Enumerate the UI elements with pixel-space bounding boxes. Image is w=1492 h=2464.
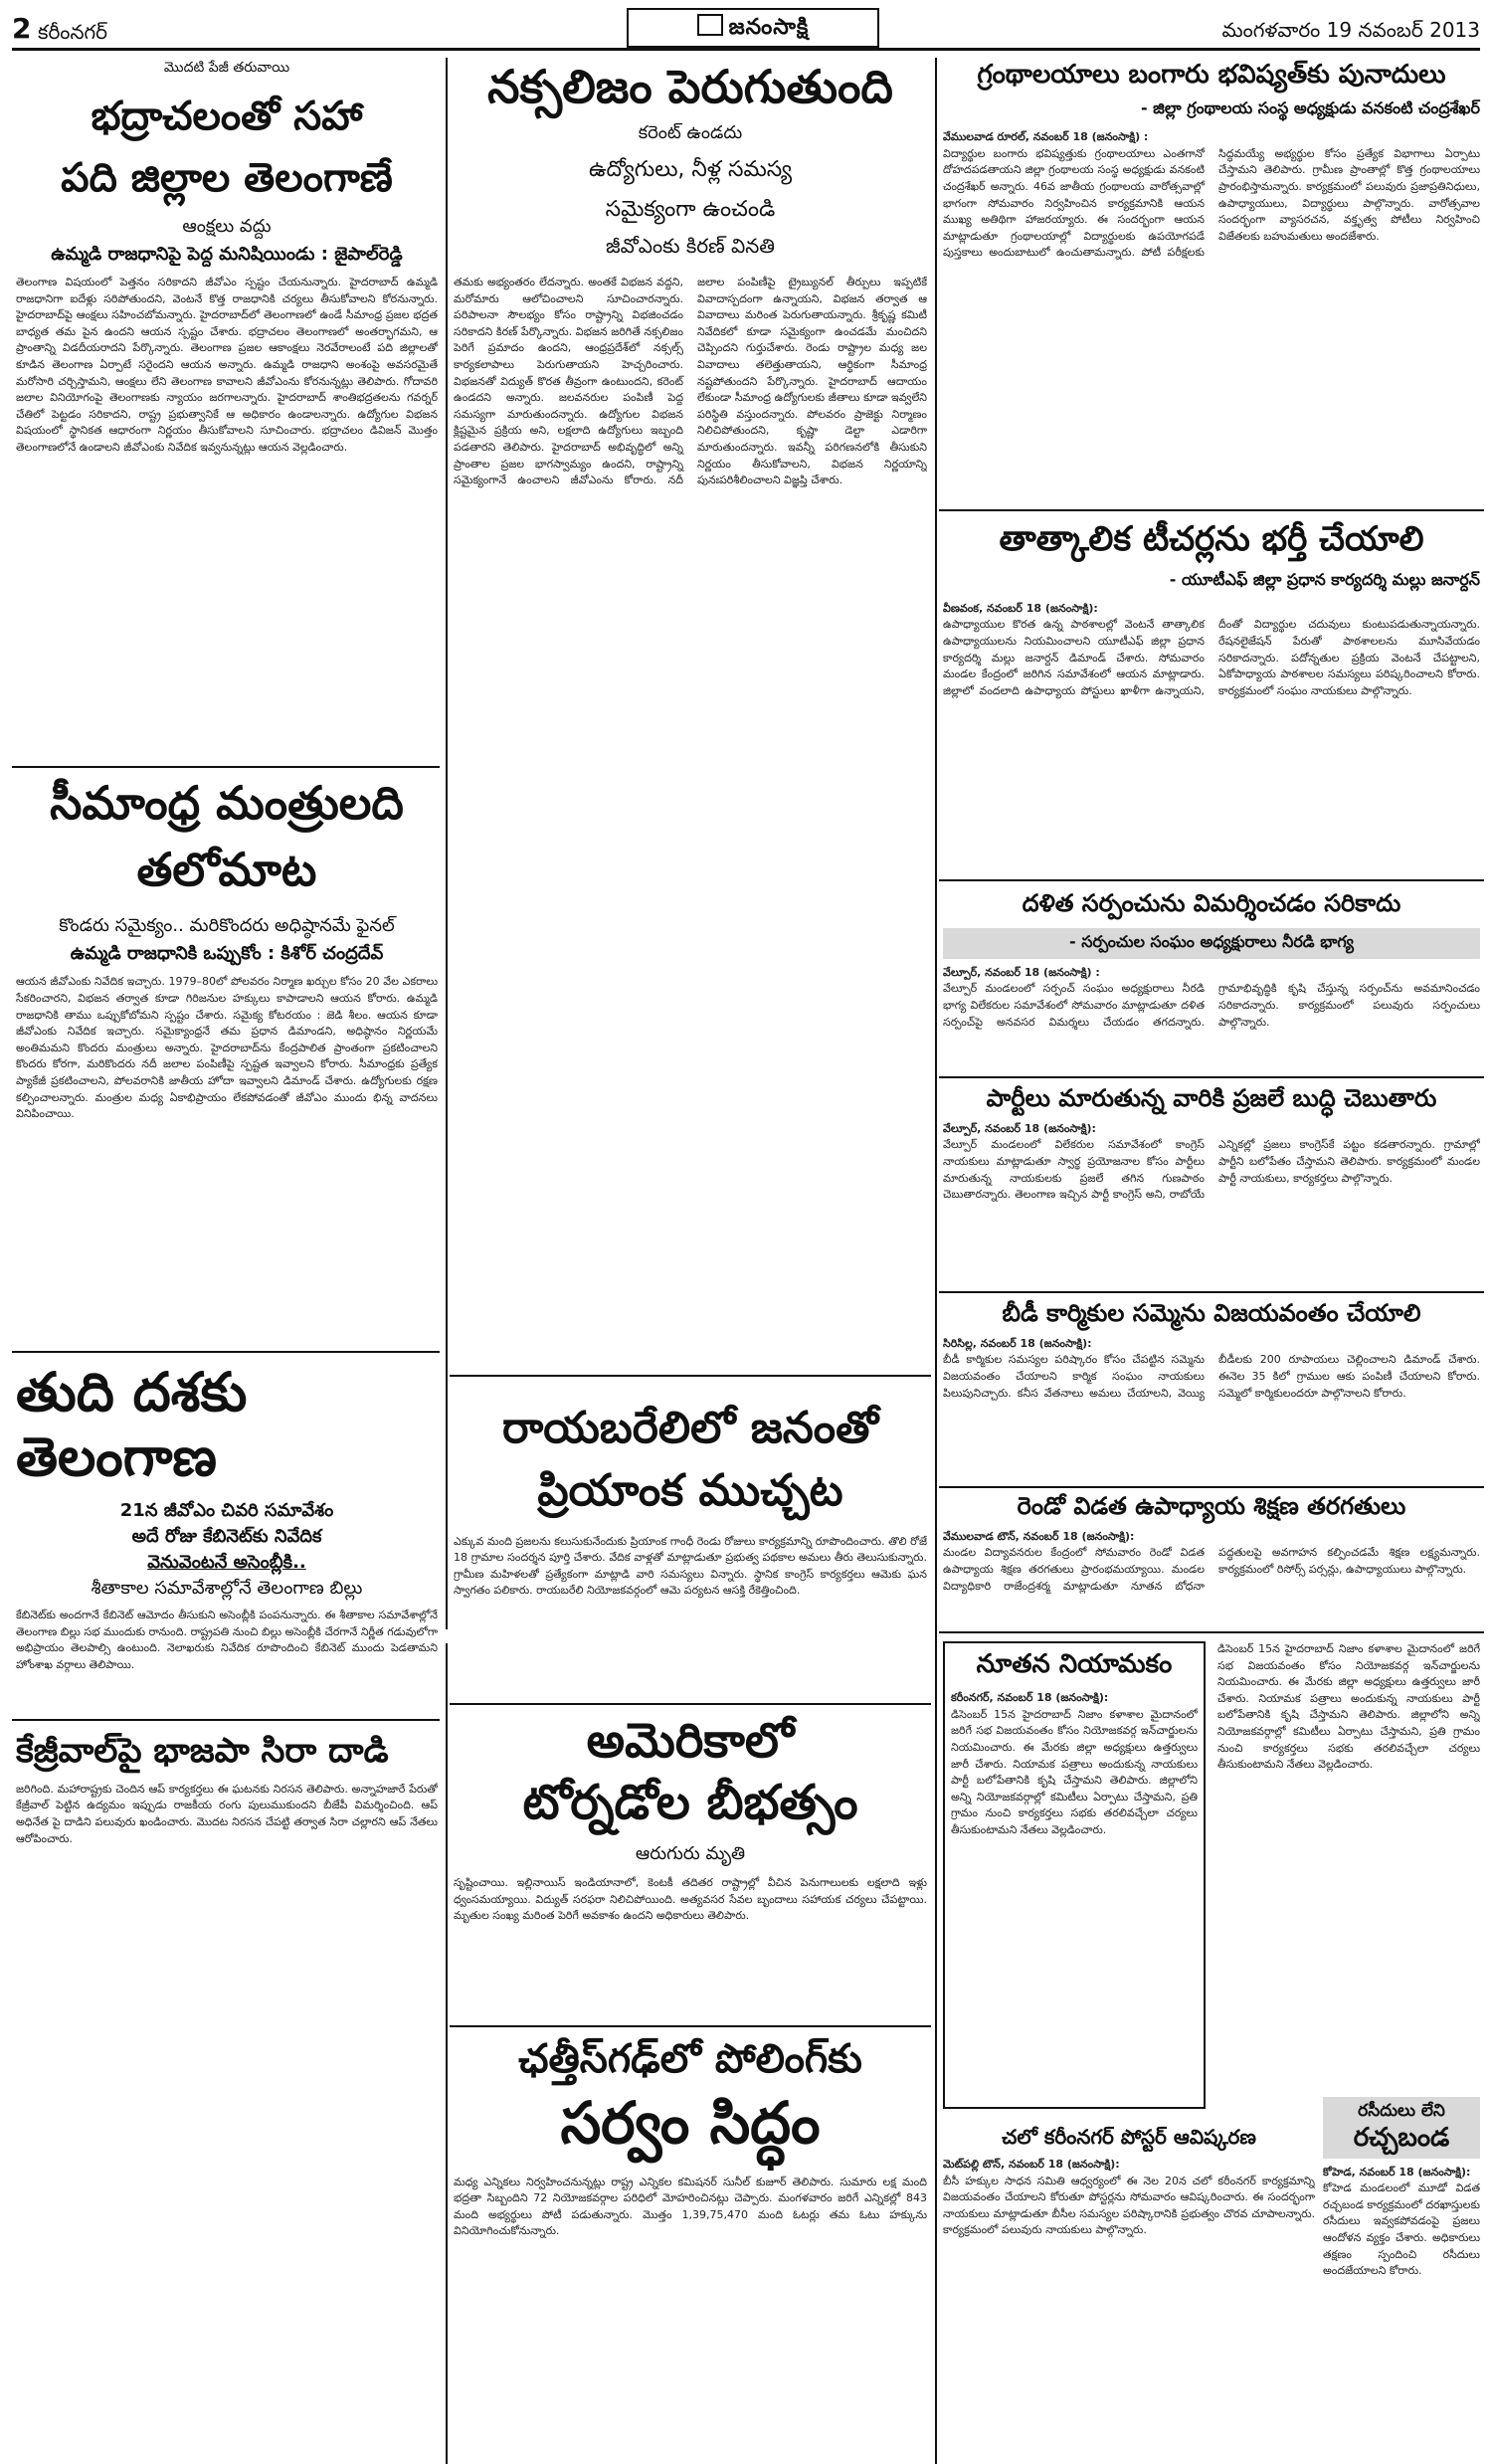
sub-line-2: ఉద్యోగులు, నీళ్ల సమస్య: [588, 157, 793, 183]
article-body: మధ్య ఎన్నికలు నిర్వహించనున్నట్లు రాష్ట్ర ఎన్నికల కమిషనర్ సునీల్ కుజూర్ తెలిపారు. సుమారు లక్ష మంది భద్రతా సిబ్బందిని 72 నియోజకవర్గాల పరిధిలో మోహరించినట్లు చెప్పారు. మంగళవారం జరిగే ఎన్నికల్లో 843 మంది అభ్యర్థులు పోటీ పడుతున్నారు. మొత్తం 1,39,75,470 మంది ఓటర్లు తమ ఓటు హక్కును వినియోగించుకోనున్నారు.: [454, 2175, 927, 2238]
brand-logo: [627, 8, 879, 48]
headline: పార్టీలు మారుతున్న వారికి ప్రజలే బుద్ధి చెబుతారు: [986, 1084, 1437, 1112]
dateline: వేల్పూర్, నవంబర్ 18 (జనంసాక్షి) :: [943, 965, 1100, 979]
page-number: 2: [12, 12, 32, 45]
headline: తుది దశకు తెలంగాణ: [16, 1361, 248, 1488]
article-divider: [939, 1291, 1484, 1293]
article-body: ఆయన జీవోఎంకు నివేదిక ఇచ్చారు. 1979–80లో పోలవరం నిర్మాణ ఖర్చుల కోసం 20 వేల ఎకరాలు సేకరించారని, విభజన తర్వాత కూడా గిరిజనుల హక్కులు కాపాడాలని ఆయన కోరారు. ఉమ్మడి రాజధానికి తాము ఒప్పుకోబోమని స్పష్టం చేశారు. సమైక్య కోటరయం : జెడి శీలం. ఆయన కూడా జీవోఎంకు నివేదిక ఇచ్చారు. సమైక్యాంధ్రనే తమ ప్రధాన డిమాండని, అధిష్ఠానం నిర్ణయమే అంతిమమని కొందరు మంత్రులు అన్నారు. హైదరాబాద్‌ను కేంద్రపాలిత ప్రాంతంగా ప్రకటించాలని కొందరు కోరగా, మరికొందరు నదీ జలాల పంపిణీపై స్పష్టత ఇవ్వాలని కోరారు. సీమాంధ్రకు ప్రత్యేక ప్యాకేజీ ప్రకటించాలని, పోలవరానికి జాతీయ హోదా ఇవ్వాలని డిమాండ్ చేశారు. ఉద్యోగులకు రక్షణ కల్పించాలన్నారు. మంత్రుల మధ్య ఏకాభిప్రాయం లేకపోవడంతో జీవోఎం ముందు భిన్న వాదనలు వినిపించాయి.: [16, 975, 438, 1121]
article-party-switchers: [943, 1084, 1480, 1306]
article-divider: [939, 1076, 1484, 1078]
column-rule: [935, 58, 937, 2464]
article-divider: [939, 1631, 1484, 1633]
headline: బీడీ కార్మికుల సమ్మెను విజయవంతం చేయాలి: [1002, 1299, 1421, 1327]
headline-line-1: ఛత్తీస్‌గఢ్‌లో పోలింగ్‌కు: [518, 2036, 862, 2082]
brand-mark-icon: [697, 14, 723, 36]
article-body: విద్యార్థుల బంగారు భవిష్యత్తుకు గ్రంథాలయాలు ఎంతగానో దోహదపడతాయని జిల్లా గ్రంథాలయ సంస్థ అధ్యక్షుడు వనకంటి చంద్రశేఖర్ అన్నారు. 46వ జాతీయ గ్రంథాలయ వారోత్సవాల్లో భాగంగా సోమవారం నిర్వహించిన కార్యక్రమానికి ఆయన ముఖ్య అతిథిగా హాజరయ్యారు. ఈ సందర్భంగా ఆయన మాట్లాడుతూ గ్రంథాలయాల్లో విద్యార్థులకు ఉపయోగపడే పుస్తకాలు అందుబాటులో ఉంచుతామన్నారు. పోటీ పరీక్షలకు సిద్ధమయ్యే అభ్యర్థుల కోసం ప్రత్యేక విభాగాలు ఏర్పాటు చేస్తామని తెలిపారు. గ్రామీణ ప్రాంతాల్లో కొత్త గ్రంథాలయాలు ప్రారంభిస్తామన్నారు. కార్యక్రమంలో పలువురు ప్రజాప్రతినిధులు, ఉపాధ్యాయులు, విద్యార్థులు పాల్గొన్నారు. వారోత్సవాల సందర్భంగా వ్యాసరచన, వక్తృత్వ పోటీలు నిర్వహించి విజేతలకు బహుమతులు అందజేశారు.: [943, 146, 1480, 260]
article-divider: [450, 1703, 931, 1705]
subheadline: - సర్పంచుల సంఘం అధ్యక్షురాలు నీరడి భాగ్య: [943, 928, 1480, 959]
subheadline: ఆంక్షలు వద్దు: [182, 216, 272, 237]
article-chalo-karimnagar: [943, 2125, 1315, 2422]
sub-line-2: అదే రోజు కేబినెట్‌కు నివేదిక: [131, 1525, 322, 1547]
article-kejriwal-ink: [16, 1731, 438, 1901]
dateline: వేములవాడ టౌన్, నవంబర్ 18 (జనంసాక్షి):: [943, 1529, 1135, 1543]
article-body: సృష్టించాయి. ఇల్లినాయిస్ ఇండియానాలో, కెంటకీ తదితర రాష్ట్రాల్లో వీచిన పెనుగాలులకు లక్షలాది ఇళ్లు ధ్వంసమయ్యాయి. విద్యుత్ సరఫరా నిలిచిపోయింది. అత్యవసర సేవల బృందాలు సహాయక చర్యలు చేపట్టాయి. మృతుల సంఖ్య మరింత పెరిగే అవకాశం ఉందని అధికారులు తెలిపారు.: [454, 1876, 927, 1923]
article-divider: [450, 1375, 931, 1377]
sub-line-1: 21న జీవోఎం చివరి సమావేశం: [119, 1499, 334, 1521]
subheadline: కొండరు సమైక్యం.. మరికొందరు అధిష్ఠానమే ఫైనల్: [59, 915, 395, 937]
article-body: ఉపాధ్యాయుల కొరత ఉన్న పాఠశాలల్లో వెంటనే తాత్కాలిక ఉపాధ్యాయులను నియమించాలని యూటీఎఫ్ జిల్లా ప్రధాన కార్యదర్శి మల్లు జనార్దన్ డిమాండ్ చేశారు. సోమవారం మండల కేంద్రంలో జరిగిన సమావేశంలో ఆయన మాట్లాడారు. జిల్లాలో వందలాది ఉపాధ్యాయ పోస్టులు ఖాళీగా ఉన్నాయని, దీంతో విద్యార్థుల చదువులు కుంటుపడుతున్నాయన్నారు. రేషనలైజేషన్ పేరుతో పాఠశాలలను మూసివేయడం సరికాదన్నారు. పదోన్నతుల ప్రక్రియ వెంటనే చేపట్టాలని, ఏకోపాధ్యాయ పాఠశాలల సమస్యలు పరిష్కరించాలని కోరారు. కార్యక్రమంలో సంఘం నాయకులు పాల్గొన్నారు.: [943, 618, 1480, 697]
brand-name: జనంసాక్షి: [728, 15, 810, 40]
article-divider: [939, 879, 1484, 881]
headline-line-2: రచ్చబండ: [1353, 2123, 1450, 2154]
article-divider: [12, 1719, 440, 1721]
article-us-tornadoes: [454, 1713, 927, 1975]
headline-line-2: తలోమాట: [136, 843, 317, 897]
article-beedi-strike: [943, 1299, 1480, 1501]
article-body: వేల్పూర్ మండలంలో సర్పంచ్ సంఘం అధ్యక్షురాలు నీరడి భాగ్య విలేకరుల సమావేశంలో సోమవారం మాట్లాడుతూ దళిత సర్పంచ్‌పై అనవసర విమర్శలు చేయడం తగదన్నారు. గ్రామాభివృద్ధికి కృషి చేస్తున్న సర్పంచ్‌ను అవమానించడం సరికాదన్నారు. కార్యక్రమంలో పలువురు సర్పంచులు పాల్గొన్నారు.: [943, 982, 1480, 1029]
headline-line-1: సీమాంధ్ర మంత్రులది: [50, 776, 404, 830]
article-teacher-training: [943, 1492, 1480, 1628]
article-chhattisgarh-polling: [454, 2035, 927, 2314]
headline-line-1: భద్రాచలంతో సహా: [91, 94, 363, 139]
headline-line-2: పది జిల్లాల తెలంగాణే: [61, 155, 393, 201]
headline: తాత్కాలిక టీచర్లను భర్తీ చేయాలి: [999, 519, 1424, 559]
article-temporary-teachers: [943, 519, 1480, 846]
issue-date: మంగళవారం 19 నవంబర్ 2013: [1221, 18, 1480, 42]
article-bhadrachalam: [16, 60, 438, 653]
article-naxalism-kiran: [454, 60, 927, 1269]
headline-line-1: రసీదులు లేని: [1358, 2101, 1445, 2121]
article-body: బీసీ హక్కుల సాధన సమితి ఆధ్వర్యంలో ఈ నెల 20న చలో కరీంనగర్ కార్యక్రమాన్ని విజయవంతం చేయాలని కోరుతూ పోస్టర్లను సోమవారం ఆవిష్కరించారు. ఈ సందర్భంగా నాయకులు మాట్లాడుతూ బీసీల సమస్యల పరిష్కారానికి ప్రభుత్వం చొరవ చూపాలన్నారు. కార్యక్రమంలో పలువురు నాయకులు పాల్గొన్నారు.: [943, 2174, 1315, 2237]
headline: చలో కరీంనగర్ పోస్టర్ ఆవిష్కరణ: [1002, 2125, 1256, 2149]
subheadline: - యూటీఎఫ్ జిల్లా ప్రధాన కార్యదర్శి మల్లు జనార్దన్: [1169, 569, 1480, 589]
article-new-appointment: [943, 1641, 1206, 2109]
subheadline: ఆరుగురు మృతి: [635, 1843, 746, 1865]
sub-line-3: వెనువెంటనే అసెంబ్లీకి..: [147, 1551, 306, 1573]
article-priyanka-raebareli: [454, 1403, 927, 1653]
article-divider: [12, 1351, 440, 1353]
headline-line-1: అమెరికాలో: [586, 1713, 795, 1769]
masthead: [12, 8, 1480, 51]
sub-line-4: శీతాకాల సమావేశాల్లోనే తెలంగాణ బిల్లు: [91, 1577, 363, 1599]
article-new-appointment-continued: డిసెంబర్ 15న హైదరాబాద్ నిజాం కళాశాల మైదానంలో జరిగే సభ విజయవంతం కోసం నియోజకవర్గ ఇన్‌చార్జులను నియమించారు. ఈ మేరకు జిల్లా అధ్యక్షులు ఉత్తర్వులు జారీ చేశారు. నియామక పత్రాలు అందుకున్న నాయకులు పార్టీ బలోపేతానికి కృషి చేస్తామని తెలిపారు. జిల్లాలోని అన్ని నియోజకవర్గాల్లో కమిటీలు ఏర్పాటు చేస్తామని, ప్రతి గ్రామం నుంచి కార్యకర్తలు సభకు తరలివచ్చేలా చర్యలు తీసుకుంటామని నేతలు వెల్లడించారు.: [1217, 1642, 1480, 1772]
dateline: కరీంనగర్, నవంబర్ 18 (జనంసాక్షి):: [951, 1691, 1109, 1705]
article-rachabanda: [1323, 2097, 1480, 2409]
headline-line-2: సర్వం సిద్ధం: [560, 2089, 821, 2157]
article-body: వేల్పూర్ మండలంలో విలేకరుల సమావేశంలో కాంగ్రెస్ నాయకులు మాట్లాడుతూ స్వార్థ ప్రయోజనాల కోసం పార్టీలు మారుతున్న నాయకులకు ప్రజలే తగిన గుణపాఠం చెబుతారన్నారు. తెలంగాణ ఇచ్చిన పార్టీ కాంగ్రెస్ అని, రాబోయే ఎన్నికల్లో ప్రజలు కాంగ్రెస్‌కే పట్టం కడతారన్నారు. గ్రామాల్లో పార్టీని బలోపేతం చేస్తామని తెలిపారు. కార్యక్రమంలో మండల పార్టీ నాయకులు, కార్యకర్తలు పాల్గొన్నారు.: [943, 1138, 1480, 1202]
column-rule: [446, 58, 448, 1629]
dateline: మెట్‌పల్లి టౌన్, నవంబర్ 18 (జనంసాక్షి):: [943, 2158, 1120, 2171]
dateline: వీణవంక, నవంబర్ 18 (జనంసాక్షి):: [943, 601, 1098, 615]
sub-line-3: సమైక్యంగా ఉంచండి: [605, 197, 776, 223]
subheadline: - జిల్లా గ్రంథాలయ సంస్థ అధ్యక్షుడు వనకంటి చంద్రశేఖర్: [1140, 98, 1480, 118]
article-divider: [12, 766, 440, 768]
byline: ఉమ్మడి రాజధానికి ఒప్పుకోం : కిశోర్ చంద్రదేవ్: [70, 943, 384, 965]
dateline: వేములవాడ రూరల్, నవంబర్ 18 (జనంసాక్షి) :: [943, 130, 1149, 144]
dateline: కోహెడ, నవంబర్ 18 (జనంసాక్షి):: [1323, 2165, 1471, 2179]
article-body: ఎక్కువ మంది ప్రజలను కలుసుకునేందుకు ప్రియాంక గాంధీ రెండు రోజులు కార్యక్రమాన్ని రూపొందించారు. తొలి రోజే 18 గ్రామాల సందర్శన పూర్తి చేశారు. వేదిక వాళ్లతో మాట్లాడుతూ ప్రభుత్వ పథకాల అమలు తీరు తెలుసుకున్నారు. గ్రామీణ మహిళలతో ప్రత్యేకంగా మాట్లాడి వారి సమస్యలు విన్నారు. స్థానిక కాంగ్రెస్ కార్యకర్తలు ఆమెకు ఘన స్వాగతం పలికారు. రాయబరేలి నియోజకవర్గంలో ఆమె పర్యటన ఆసక్తి రేకెత్తించింది.: [454, 1534, 927, 1598]
byline: ఉమ్మడి రాజధానిపై పెద్ద మనిషియిండు : జైపాల్‌రెడ్డి: [51, 244, 403, 266]
article-body: తెలంగాణ విషయంలో పెత్తనం సరికాదని జీవోఎం స్పష్టం చేయనున్నారు. హైదరాబాద్ ఉమ్మడి రాజధానిగా ఐదేళ్లు సరిపోతుందని, వెంటనే కొత్త రాజధానికి చర్యలు తీసుకోవాలని కోరనున్నారు. హైదరాబాద్‌పై ఆంక్షలు సహించబోమన్నారు. హైదరాబాద్‌లో తెలంగాణలో ఉండే సీమాంధ్ర ప్రజల భద్రత బాధ్యత తమ పైన ఉందని ఆయన స్పష్టం చేశారు. భద్రాచలం తెలంగాణలో అంతర్భాగమని, ఆ ప్రాంతాన్ని విడదీయరాదని పేర్కొన్నారు. తెలంగాణ ప్రజల ఆకాంక్షలు నెరవేరాలంటే పది జిల్లాలతో కూడిన తెలంగాణ ఏర్పాటే సరైందని ఆయన అన్నారు. ఉమ్మడి రాజధాని అంశంపై అవసరమైతే మరోసారి చర్చిస్తామని, ఆంక్షలు లేని తెలంగాణ కావాలని జీవోఎంను కోరనున్నట్లు తెలిపారు. గోదావరి జలాల వినియోగంపై తెలంగాణకు న్యాయం జరగాలన్నారు. హైదరాబాద్ శాంతిభద్రతలను గవర్నర్ చేతిలో పెట్టడం సరికాదని, రాష్ట్ర ప్రభుత్వానికే ఆ అధికారం ఉండాలన్నారు. ఉద్యోగుల విభజన విషయంలో స్థానికత ఆధారంగా నిర్ణయం తీసుకోవాలని సూచించారు. భద్రాచలం డివిజన్ మొత్తం తెలంగాణలోనే ఉండాలని జీవోఎంకు నివేదిక ఇవ్వనున్నట్లు ఆయన వెల్లడించారు.: [16, 276, 438, 455]
headline-box: [1323, 2097, 1480, 2159]
article-body: మండల విద్యావనరుల కేంద్రంలో సోమవారం రెండో విడత ఉపాధ్యాయ శిక్షణ తరగతులు ప్రారంభమయ్యాయి. మండల విద్యాధికారి రాజేంద్రశర్మ మాట్లాడుతూ నూతన బోధనా పద్ధతులపై అవగాహన కల్పించడమే శిక్షణ లక్ష్యమన్నారు. కార్యక్రమంలో రిసోర్స్ పర్సన్లు, ఉపాధ్యాయులు పాల్గొన్నారు.: [943, 1546, 1480, 1593]
article-body: కేబినెట్‌కు అందగానే కేబినెట్ ఆమోదం తీసుకుని అసెంబ్లీకి పంపనున్నారు. ఈ శీతాకాల సమావేశాల్లోనే తెలంగాణ బిల్లు సభ ముందుకు రానుంది. రాష్ట్రపతి నుంచి బిల్లు అసెంబ్లీకి చేరగానే నిర్ణీత గడువులోగా అభిప్రాయం తెలపాల్సి ఉంటుంది. నెలాఖరుకు నివేదిక రూపొందించి కేబినెట్ ముందు పెడతామని హోంశాఖ వర్గాలు తెలిపాయి.: [16, 1608, 438, 1671]
article-body: డిసెంబర్ 15న హైదరాబాద్ నిజాం కళాశాల మైదానంలో జరిగే సభ విజయవంతం కోసం నియోజకవర్గ ఇన్‌చార్జులను నియమించారు. ఈ మేరకు జిల్లా అధ్యక్షులు ఉత్తర్వులు జారీ చేశారు. నియామక పత్రాలు అందుకున్న నాయకులు పార్టీ బలోపేతానికి కృషి చేస్తామని తెలిపారు. జిల్లాలోని అన్ని నియోజకవర్గాల్లో కమిటీలు ఏర్పాటు చేస్తామని, ప్రతి గ్రామం నుంచి కార్యకర్తలు సభకు తరలివచ్చేలా చర్యలు తీసుకుంటామని నేతలు వెల్లడించారు.: [951, 1707, 1198, 1836]
section-name: కరీంనగర్: [38, 20, 107, 44]
article-divider: [450, 2025, 931, 2027]
article-body: తమకు అభ్యంతరం లేదన్నారు. అంతకే విభజన వద్దని, మరోమారు ఆలోచించాలని సూచించారన్నారు. పరిపాలనా సౌలభ్యం కోసం రాష్ట్రాన్ని విభజించడం సరికాదని కిరణ్ పేర్కొన్నారు. విభజన జరిగితే నక్సలిజం పెరిగే ప్రమాదం ఉందని, ఆంధ్రప్రదేశ్‌లో నక్సల్స్ కార్యకలాపాలు పెరుగుతాయని హెచ్చరించారు. విభజనతో విద్యుత్ కొరత తీవ్రంగా ఉంటుందని, కరెంట్ ఉండదని అన్నారు. జలవనరుల పంపిణీ పెద్ద సమస్యగా మారుతుందన్నారు. ఉద్యోగుల విభజన క్లిష్టమైన ప్రక్రియ అని, లక్షలాది ఉద్యోగులు ఇబ్బంది పడతారని తెలిపారు. హైదరాబాద్ అభివృద్ధిలో అన్ని ప్రాంతాల ప్రజల భాగస్వామ్యం ఉందని, రాష్ట్రాన్ని సమైక్యంగానే ఉంచాలని జీవోఎంను కోరారు. నదీ జలాల పంపిణీపై ట్రైబ్యునల్ తీర్పులు ఇప్పటికే వివాదాస్పదంగా ఉన్నాయని, విభజన తర్వాత ఆ వివాదాలు మరింత పెరుగుతాయన్నారు. శ్రీకృష్ణ కమిటీ నివేదికలో కూడా సమైక్యంగా ఉంచడమే మంచిదని చెప్పిందని గుర్తుచేశారు. రెండు రాష్ట్రాల మధ్య జల వివాదాలు తలెత్తుతాయని, ఆర్థికంగా సీమాంధ్ర నష్టపోతుందని పేర్కొన్నారు. హైదరాబాద్ ఆదాయం లేకుండా సీమాంధ్ర ఉద్యోగులకు జీతాలు కూడా ఇవ్వలేని పరిస్థితి వస్తుందన్నారు. పోలవరం ప్రాజెక్టు నిర్మాణం నిలిచిపోతుందని, కృష్ణా డెల్టా ఎడారిగా మారుతుందన్నారు. ఇవన్నీ పరిగణనలోకి తీసుకుని నిర్ణయం తీసుకోవాలని, విభజన నిర్ణయాన్ని పునఃపరిశీలించాలని విజ్ఞప్తి చేశారు.: [454, 276, 927, 487]
article-dalit-sarpanch: [943, 889, 1480, 1090]
article-divider: [939, 1486, 1484, 1488]
headline: నక్సలిజం పెరుగుతుంది: [487, 60, 893, 113]
headline-line-1: రాయబరేలిలో జనంతో: [501, 1403, 879, 1453]
sub-line-4: జీవోఎంకు కిరణ్ వినతి: [606, 234, 775, 259]
article-body: జరిగింది. మహారాష్ట్రకు చెందిన ఆప్ కార్యకర్తలు ఈ ఘటనకు నిరసన తెలిపారు. అన్నాహజారే పేరుతో కేజ్రీవాల్ పెట్టిన ఉద్యమం ఇప్పుడు రాజకీయ రంగు పులుముకుందని బీజేపీ విమర్శించింది. ఆప్ అధినేత పై దాడిని పలువురు ఖండించారు. మొదట నిరసన చేపట్టి తర్వాత సిరా చల్లారని ఆప్ నేతలు ఆరోపించారు.: [16, 1782, 438, 1845]
column-rule: [446, 1643, 448, 2464]
sub-line-1: కరెంట్ ఉండదు: [638, 122, 743, 144]
kicker: మొదటి పేజీ తరువాయి: [163, 60, 290, 76]
article-body: బీడీ కార్మికుల సమస్యల పరిష్కారం కోసం చేపట్టిన సమ్మెను విజయవంతం చేయాలని కార్మిక సంఘం నాయకులు పిలుపునిచ్చారు. కనీస వేతనాలు అమలు చేయాలని, వెయ్యి బీడీలకు 200 రూపాయలు చెల్లించాలని డిమాండ్ చేశారు. ఈనెల 35 కిలో గ్రాముల ఆకు పంపిణీ చేయాలని కోరారు. సమ్మెలో కార్మికులందరూ పాల్గొనాలని కోరారు.: [943, 1353, 1480, 1400]
headline: గ్రంథాలయాలు బంగారు భవిష్యత్‌కు పునాదులు: [977, 60, 1446, 90]
headline: కేజ్రీవాల్‌పై భాజపా సిరా దాడి: [16, 1731, 389, 1771]
article-libraries: [943, 60, 1480, 445]
dateline: వేల్పూర్, నవంబర్ 18 (జనంసాక్షి):: [943, 1121, 1096, 1135]
article-divider: [939, 509, 1484, 511]
headline: నూతన నియామకం: [976, 1649, 1173, 1679]
article-body: కోహెడ మండలంలో మూడో విడత రచ్చబండ కార్యక్రమంలో దరఖాస్తులకు రసీదులు ఇవ్వకపోవడంపై ప్రజలు ఆందోళన వ్యక్తం చేశారు. అధికారులు తక్షణం స్పందించి రసీదులు అందజేయాలని కోరారు.: [1323, 2181, 1480, 2278]
headline-line-2: టోర్నడోల బీభత్సం: [522, 1774, 858, 1830]
article-telangana-final-stage: [16, 1361, 438, 1787]
dateline: సిరిసిల్ల, నవంబర్ 18 (జనంసాక్షి):: [943, 1336, 1092, 1350]
headline: రెండో విడత ఉపాధ్యాయ శిక్షణ తరగతులు: [1017, 1492, 1406, 1520]
headline: దళిత సర్పంచును విమర్శించడం సరికాదు: [1022, 889, 1401, 917]
headline-line-2: ప్రియాంక ముచ్చట: [537, 1464, 843, 1516]
